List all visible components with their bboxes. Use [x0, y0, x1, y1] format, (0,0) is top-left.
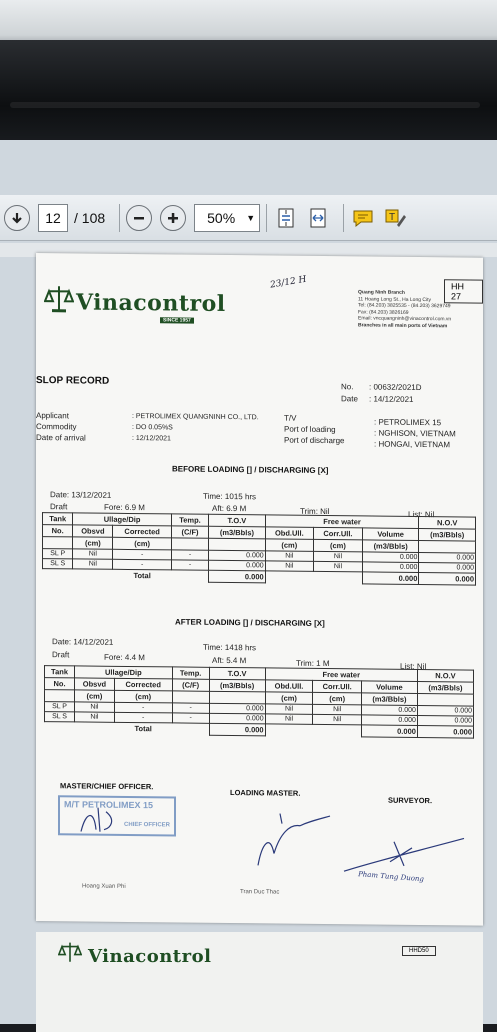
monitor-bezel — [0, 40, 497, 150]
hdr-nov: N.O.V — [417, 669, 473, 682]
document-page — [36, 253, 483, 926]
after-draft: Draft — [52, 650, 70, 660]
hdr-free-water: Free water — [265, 668, 417, 682]
after-trim: Trim: 1 M — [296, 658, 330, 669]
hdr-obsvd: Obsvd — [75, 678, 115, 690]
after-fore: Fore: 4.4 M — [104, 652, 145, 663]
hdr-corr-ull: Corr.Ull. — [313, 680, 361, 693]
hdr-cm: (cm) — [265, 539, 313, 552]
handwritten-note: 23/12 H — [269, 274, 308, 291]
scales-logo-icon — [44, 283, 74, 315]
zoom-value: 50% — [207, 209, 236, 226]
zoom-out-button[interactable] — [126, 205, 152, 231]
fit-page-icon — [275, 207, 297, 229]
hdr-cm: (cm) — [73, 537, 113, 549]
master-signature — [76, 801, 136, 838]
table-row: SL P Nil - - 0.000 Nil Nil 0.000 0.000 — [43, 549, 476, 564]
chevron-down-icon: ▼ — [246, 212, 256, 223]
reference-box: HH 27 — [444, 279, 483, 303]
fit-width-icon — [307, 207, 329, 229]
hdr-corrected: Corrected — [114, 678, 172, 691]
after-time: Time: 1418 hrs — [203, 642, 257, 653]
next-page-button[interactable] — [4, 205, 30, 231]
hdr-temp: Temp. — [171, 514, 208, 526]
toolbar-divider — [343, 204, 344, 232]
next-document-page — [36, 932, 483, 1032]
before-date: Date: 13/12/2021 — [50, 490, 112, 500]
hdr-tov: T.O.V — [209, 667, 265, 680]
comment-button[interactable] — [350, 205, 376, 231]
ship-stamp: M/T PETROLIMEX 15 CHIEF OFFICER — [58, 795, 176, 836]
svg-text:T: T — [389, 211, 396, 223]
after-aft: Aft: 5.4 M — [212, 655, 247, 666]
hdr-nov: N.O.V — [419, 517, 476, 530]
hdr-cm: (cm) — [113, 537, 171, 550]
table-row: SL S Nil - - 0.000 Nil Nil 0.000 0.000 — [43, 559, 476, 574]
highlighter-icon — [383, 207, 407, 229]
before-aft: Aft: 6.9 M — [212, 503, 247, 514]
after-date: Date: 14/12/2021 — [52, 637, 114, 647]
company-logo-text: Vinacontrol — [76, 289, 226, 317]
total-row: Total 0.000 0.000 0.000 — [133, 571, 474, 584]
before-heading: BEFORE LOADING [] / DISCHARGING [X] — [172, 464, 329, 476]
minus-icon — [132, 211, 146, 225]
date-value: : 14/12/2021 — [369, 394, 414, 404]
after-heading: AFTER LOADING [] / DISCHARGING [X] — [175, 617, 325, 629]
highlight-text-button[interactable] — [382, 205, 408, 231]
toolbar-divider — [119, 204, 120, 232]
fit-width-button[interactable] — [305, 205, 331, 231]
after-table — [44, 665, 474, 739]
plus-icon — [166, 211, 180, 225]
speech-bubble-icon — [351, 207, 375, 229]
before-list: List: Nil — [408, 509, 435, 520]
arrow-down-icon — [10, 211, 24, 225]
hdr-cm: (cm) — [265, 692, 313, 705]
hdr-obd-ull: Obd.Ull. — [265, 527, 313, 540]
hdr-cf: (C/F) — [172, 679, 209, 691]
no-label: No. — [341, 382, 354, 392]
company-logo-text: Vinacontrol — [88, 946, 212, 967]
before-draft: Draft — [50, 502, 68, 512]
hdr-temp: Temp. — [172, 667, 209, 679]
hdr-corr-ull: Corr.Ull. — [313, 527, 362, 540]
before-fore: Fore: 6.9 M — [104, 502, 145, 513]
hdr-ullage: Ullage/Dip — [75, 666, 173, 679]
loading-master-title: LOADING MASTER. — [230, 788, 301, 798]
fit-page-button[interactable] — [273, 205, 299, 231]
pdf-toolbar — [0, 195, 497, 241]
branch-address: Quang Ninh Branch 11 Hoang Long St., Ha Long City Tel: (84.203) 3825535 - (84.203) 3629749 Fax: (84.203) 3826169 Email: vncquangninh@vinacontrol.com.vn Branches in all main ports of Vietnam — [358, 289, 452, 330]
hdr-tov-unit: (m3/Bbls) — [209, 679, 265, 692]
hdr-corrected: Corrected — [113, 525, 171, 538]
hdr-cm: (cm) — [313, 539, 362, 552]
hdr-tov: T.O.V — [209, 514, 266, 527]
after-list: List: Nil — [400, 661, 427, 672]
hdr-cm: (cm) — [114, 690, 172, 703]
master-title: MASTER/CHIEF OFFICER. — [60, 781, 154, 792]
reference-box: HHD50 — [402, 946, 436, 956]
hdr-nov-unit: (m3/Bbls) — [419, 529, 476, 542]
master-name: Hoang Xuan Phi — [82, 883, 126, 890]
since-label: SINCE 1957 — [160, 317, 194, 323]
hdr-volume: Volume — [361, 681, 417, 694]
document-title: SLOP RECORD — [36, 375, 110, 387]
hdr-vol-unit: (m3/Bbls) — [361, 693, 417, 706]
vessel-values: : PETROLIMEX 15 : NGHISON, VIETNAM : HONGAI, VIETNAM — [374, 417, 456, 450]
page-number-input[interactable]: 12 — [38, 204, 68, 232]
zoom-level-select[interactable] — [194, 204, 260, 232]
vessel-labels: T/V Port of loading Port of discharge — [284, 413, 345, 446]
applicant-values: : PETROLIMEX QUANGNINH CO., LTD. : DO 0.05%S : 12/12/2021 — [132, 413, 259, 443]
page-total: / 108 — [74, 209, 106, 226]
hdr-tov-unit: (m3/Bbls) — [209, 526, 266, 539]
table-row: SL S Nil - - 0.000 Nil Nil 0.000 0.000 — [45, 712, 474, 726]
hdr-ullage: Ullage/Dip — [73, 513, 172, 526]
before-time: Time: 1015 hrs — [203, 491, 257, 502]
table-row: SL P Nil - - 0.000 Nil Nil 0.000 0.000 — [45, 702, 474, 716]
hdr-obsvd: Obsvd — [73, 525, 113, 537]
zoom-in-button[interactable] — [160, 205, 186, 231]
hdr-tank: Tank — [45, 666, 75, 678]
hdr-cf: (C/F) — [171, 526, 208, 538]
hdr-tank: Tank — [43, 513, 73, 525]
before-trim: Trim: Nil — [300, 506, 330, 517]
hdr-vol-unit: (m3/Bbls) — [362, 540, 419, 553]
hdr-volume: Volume — [362, 528, 419, 541]
surveyor-name: Pham Tung Duong — [357, 870, 425, 884]
total-row: Total 0.000 0.000 0.000 — [134, 724, 472, 737]
scales-logo-icon — [58, 940, 82, 966]
no-value: : 00632/2021D — [369, 382, 422, 393]
hdr-free-water: Free water — [265, 515, 419, 529]
loading-master-signature — [250, 803, 340, 874]
applicant-labels: Applicant Commodity Date of arrival — [36, 411, 86, 443]
loading-master-name: Tran Duc Thac — [240, 889, 280, 896]
toolbar-divider — [266, 204, 267, 232]
hdr-nov-unit: (m3/Bbls) — [417, 681, 473, 694]
hdr-obd-ull: Obd.Ull. — [265, 680, 313, 693]
hdr-cm: (cm) — [313, 692, 361, 705]
date-label: Date — [341, 394, 358, 404]
surveyor-title: SURVEYOR. — [388, 795, 433, 806]
hdr-no: No. — [43, 525, 73, 537]
hdr-no: No. — [45, 678, 75, 690]
hdr-cm: (cm) — [75, 690, 115, 702]
